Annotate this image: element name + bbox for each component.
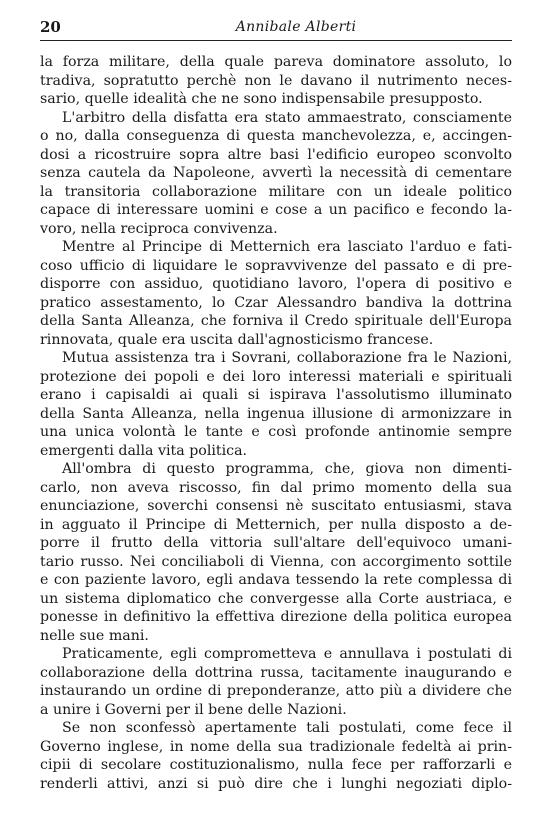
text-line: emergenti dalla vita politica. (40, 442, 248, 459)
text-line: in agguato il Principe di Metternich, per nulla disposto a de- (40, 516, 512, 533)
paragraph (40, 109, 512, 239)
text-line: pratico assestamento, lo Czar Alessandro bandiva la dottrina (40, 294, 512, 311)
text-line: sario, quelle idealità che ne sono indispensabile presupposto. (40, 91, 483, 107)
text-line: collaborazione della dottrina russa, tacitamente inaugurando e (40, 664, 512, 681)
paragraph (40, 645, 512, 719)
running-head: Annibale Alberti (235, 19, 357, 35)
book-page (40, 18, 512, 793)
text-line: e con paziente lavoro, egli andava tessendo la rete complessa di (40, 572, 512, 588)
text-line: disporre con assiduo, quotidiano lavoro, l'opera di positivo e (40, 276, 512, 292)
paragraph (40, 238, 512, 349)
text-line: porre il frutto della vittoria sull'altare dell'equivoco umani- (40, 535, 512, 551)
page-number: 20 (40, 18, 61, 36)
text-line: voro, nella reciproca convivenza. (40, 220, 278, 237)
text-line: enunciazione, soverchi consensi nè suscitato entusiasmi, stava (40, 498, 512, 514)
text-line: Governo inglese, in nome della sua tradizionale fedeltà ai prin- (40, 738, 512, 755)
text-line: cipii di secolare costituzionalismo, nulla fece per rafforzarli e (40, 757, 512, 773)
text-line: rinnovata, quale era uscita dall'agnosticismo francese. (40, 331, 434, 348)
text-line: della Santa Alleanza, nella ingenua illusione di armonizzare in (40, 405, 512, 422)
text-line: un sistema diplomatico che convergesse alla Corte austriaca, e (40, 590, 512, 607)
text-line: una unica volontà le tante e così profonde antinomie sempre (40, 424, 512, 440)
text-line: renderli attivi, anzi si può dire che i lunghi negoziati diplo- (40, 775, 512, 792)
page-header (40, 18, 512, 41)
paragraph (40, 460, 512, 645)
text-line: Se non sconfessò apertamente tali postulati, come fece il (62, 720, 512, 736)
text-line: erano i capisaldi ai quali si ispirava l'assolutismo illuminato (40, 387, 512, 403)
text-line: Praticamente, egli comprometteva e annullava i postulati di (62, 646, 512, 662)
text-line: All'ombra di questo programma, che, giova non dimenti- (62, 461, 512, 477)
text-line: o no, dalla conseguenza di questa manchevolezza, e, accingen- (40, 128, 512, 144)
text-line: protezione dei popoli e dei loro interessi materiali e spirituali (40, 368, 512, 385)
text-line: nelle sue mani. (40, 627, 149, 644)
text-line: carlo, non aveva riscosso, fin dal primo momento della sua (40, 479, 512, 496)
text-line: instaurando un ordine di preponderanze, atto più a dividere che (40, 683, 512, 699)
text-line: della Santa Alleanza, che forniva il Credo spirituale dell'Europa (40, 313, 512, 329)
text-line: la forza militare, della quale pareva dominatore assoluto, lo (40, 54, 512, 70)
text-line: capace di interessare uomini e cose a un pacifico e fecondo la- (40, 202, 512, 218)
text-line: Mutua assistenza tra i Sovrani, collaborazione fra le Nazioni, (62, 350, 512, 366)
text-line: la transitoria collaborazione militare con un ideale politico (40, 183, 512, 200)
text-line: a unire i Governi per il bene delle Nazioni. (40, 701, 347, 718)
text-line: coso ufficio di liquidare le sopravvivenze del passato e di pre- (40, 257, 512, 274)
body-text (40, 53, 512, 793)
text-line: senza cautela da Napoleone, avvertì la necessità di cementare (40, 165, 512, 181)
text-line: tradiva, sopratutto perchè non le davano il nutrimento neces- (40, 72, 512, 89)
paragraph (40, 719, 512, 793)
text-line: dosi a ricostruire sopra altre basi l'edificio europeo sconvolto (40, 146, 512, 163)
paragraph (40, 349, 512, 460)
text-line: tario russo. Nei conciliaboli di Vienna, con accorgimento sottile (40, 553, 512, 570)
text-line: L'arbitro della disfatta era stato ammaestrato, consciamente (62, 109, 512, 126)
text-line: ponesse in definitivo la effettiva direzione della politica europea (40, 609, 512, 625)
paragraph (40, 53, 512, 109)
text-line: Mentre al Principe di Metternich era lasciato l'arduo e fati- (62, 239, 512, 255)
